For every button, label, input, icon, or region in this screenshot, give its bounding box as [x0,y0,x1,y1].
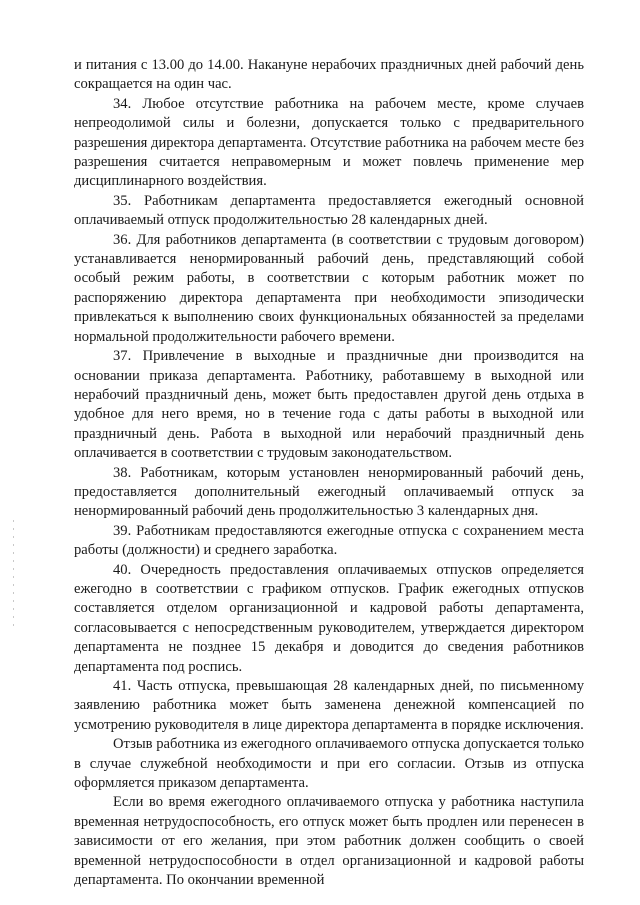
paragraph-36: 36. Для работников департамента (в соответствии с трудовым договором) устанавливается ненормированный рабочий день, представляющий собой особый режим работы, в соответствии с которым работник может по распоряжению директора департамента при необходимости эпизодически привлекаться к выполнению своих функциональных обязанностей за пределами нормальной продолжительности рабочего времени. [74,231,584,345]
paragraph-40: 40. Очередность предоставления оплачиваемых отпусков определяется ежегодно в соответствии с графиком отпусков. График ежегодных отпусков составляется отделом организационной и кадровой работы департамента, согласовывается с непосредственным руководителем, утверждается директором департамента не позднее 15 декабря и доводится до сведения работников департамента под роспись. [74,561,584,675]
paragraph-37: 37. Привлечение в выходные и праздничные дни производится на основании приказа департамента. Работнику, работавшему в выходной или нерабочий праздничный день, может быть предоставлен другой день отдыха в удобное для него время, но в течение года с даты работы в выходной или праздничный день. Работа в выходной или нерабочий праздничный день оплачивается в соответствии с трудовым законодательством. [74,348,584,462]
paragraph-leave-recall: Отзыв работника из ежегодного оплачиваемого отпуска допускается только в случае служебной необходимости и при его согласии. Отзыв из отпуска оформляется приказом департамента. [74,736,584,792]
paragraph-34: 34. Любое отсутствие работника на рабочем месте, кроме случаев непреодолимой силы и болезни, допускается только с предварительного разрешения директора департамента. Отсутствие работника на рабочем месте без разрешения считается неправомерным и может повлечь применение мер дисциплинарного воздействия. [74,95,584,190]
paragraph-41: 41. Часть отпуска, превышающая 28 календарных дней, по письменному заявлению работника может быть заменена денежной компенсацией по усмотрению руководителя в лице директора департамента в порядке исключения. [74,678,584,733]
document-page [74,56,584,890]
paragraph-35: 35. Работникам департамента предоставляется ежегодный основной оплачиваемый отпуск продолжительностью 28 календарных дней. [74,192,584,229]
paragraph-leave-illness: Если во время ежегодного оплачиваемого отпуска у работника наступила временная нетрудоспособность, его отпуск может быть продлен или перенесен в зависимости от его желания, при этом работник должен сообщить о своей временной нетрудоспособности в отдел организационной и кадровой работы департамента. По окончании временной [74,794,584,889]
paragraph-39: 39. Работникам предоставляются ежегодные отпуска с сохранением места работы (должности) и среднего заработка. [74,522,584,559]
paragraph-38: 38. Работникам, которым установлен ненормированный рабочий день, предоставляется дополнительный ежегодный оплачиваемый отпуск за ненормированный рабочий день продолжительностью 3 календарных дня. [74,464,584,520]
paragraph-continuation: и питания с 13.00 до 14.00. Накануне нерабочих праздничных дней рабочий день сокращается на один час. [74,57,584,93]
scan-margin-marks [12,520,16,640]
